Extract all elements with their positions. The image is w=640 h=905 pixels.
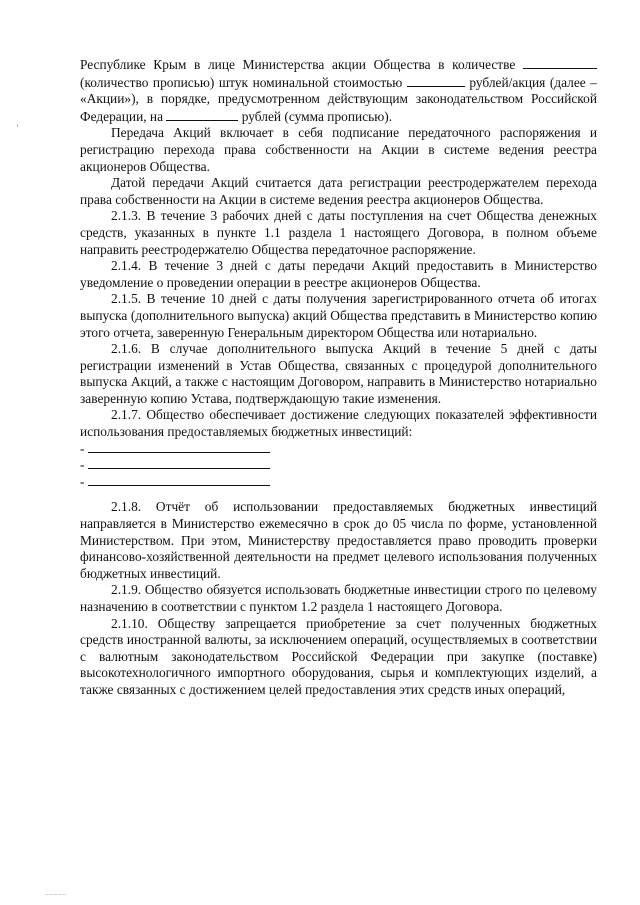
- paragraph-transfer-includes: Передача Акций включает в себя подписание передаточного распоряжения и регистрацию перехода права собственности на Акции в системе ведения реестра акционеров Общества.: [80, 125, 597, 174]
- clause-2-1-10: 2.1.10. Обществу запрещается приобретение за счет полученных бюджетных средств иностранной валюты, за исключением операций, осуществляемых в соответствии с валютным законодательством Российской Федерации при закупке (поставке) высокотехнологичного импортного оборудования, сырья и комплектующих изделий, а также связанных с достижением целей предоставления этих средств иных операций,: [80, 615, 597, 697]
- bullet-dash: -: [80, 457, 85, 473]
- margin-mark: [17, 124, 18, 127]
- paragraph-transfer-date: Датой передачи Акций считается дата регистрации реестродержателем перехода права собственности на Акции в системе ведения реестра акционеров Общества.: [80, 175, 597, 207]
- spacer: [80, 490, 597, 499]
- list-item: [80, 457, 597, 474]
- list-item: [80, 474, 597, 491]
- clause-2-1-9: 2.1.9. Общество обязуется использовать бюджетные инвестиции строго по целевому назначению в соответствии с пунктом 1.2 раздела 1 настоящего Договора.: [80, 582, 597, 614]
- blank-indicator: [88, 474, 270, 486]
- clause-2-1-7: 2.1.7. Общество обеспечивает достижение следующих показателей эффективности использования предоставляемых бюджетных инвестиций:: [80, 407, 597, 440]
- footer-mark: _____: [45, 889, 67, 895]
- blank-indicator: [88, 457, 270, 469]
- clause-2-1-8: 2.1.8. Отчёт об использовании предоставляемых бюджетных инвестиций направляется в Министерство ежемесячно в срок до 05 числа по форме, установленной Министерством. При этом, Министерству предоставляется право проводить проверки финансово-хозяйственной деятельности на предмет целевого использования полученных бюджетных инвестиций.: [80, 499, 597, 581]
- document-body: [80, 56, 597, 699]
- paragraph-shares-transfer-terms: [80, 56, 597, 125]
- blank-amount: [166, 108, 238, 121]
- clause-2-1-5: 2.1.5. В течение 10 дней с даты получения зарегистрированного отчета об итогах выпуска (дополнительного выпуска) акций Общества представить в Министерство копию этого отчета, заверенную Генеральным директором Общества или нотариально.: [80, 291, 597, 340]
- bullet-dash: -: [80, 440, 85, 456]
- clause-2-1-3: 2.1.3. В течение 3 рабочих дней с даты поступления на счет Общества денежных средств, указанных в пункте 1.1 раздела 1 настоящего Договора, в полном объеме направить реестродержателю Общества передаточное распоряжение.: [80, 208, 597, 257]
- clause-2-1-4: 2.1.4. В течение 3 дней с даты передачи Акций предоставить в Министерство уведомление о проведении операции в реестре акционеров Общества.: [80, 258, 597, 290]
- paragraph-text: Республике Крым в лице Министерства акции Общества в количестве: [80, 57, 523, 72]
- clause-2-1-6: 2.1.6. В случае дополнительного выпуска Акций в течение 5 дней с даты регистрации изменений в Устав Общества, связанных с процедурой дополнительного выпуска Акций, а также с настоящим Договором, направить в Министерство нотариально заверенную копию Устава, подтверждающую такие изменения.: [80, 341, 597, 406]
- list-item: [80, 441, 597, 458]
- indicators-list: [80, 441, 597, 491]
- blank-indicator: [88, 441, 270, 453]
- paragraph-text: рублей/акция (далее – «Акции»), в порядке, предусмотренном действующим законодательством Российской Федерации, на: [80, 74, 597, 124]
- blank-quantity: [523, 56, 597, 69]
- paragraph-text: рублей (сумма прописью).: [238, 108, 393, 124]
- blank-nominal-value: [407, 74, 465, 87]
- bullet-dash: -: [80, 473, 85, 489]
- paragraph-text: (количество прописью) штук номинальной стоимостью: [80, 74, 407, 90]
